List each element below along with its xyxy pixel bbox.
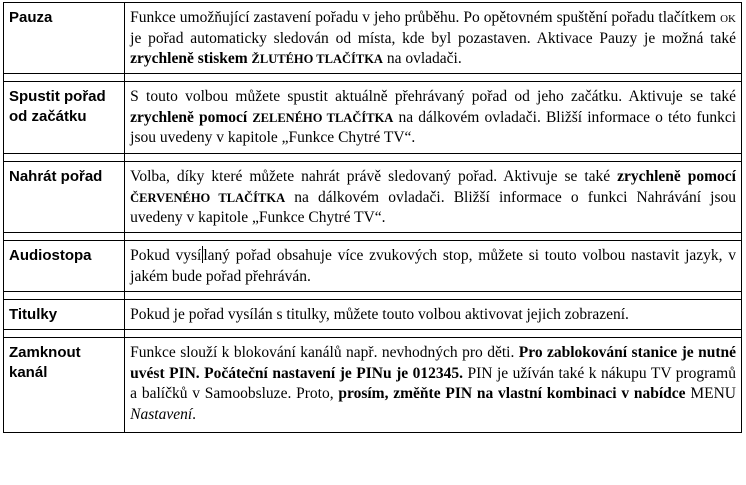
row-spacer: [4, 292, 742, 300]
description-cell: [125, 241, 742, 292]
row-spacer: [4, 330, 742, 338]
desc-bold-text: prosím, změňte PIN na vlastní kombinaci v nabídce: [338, 385, 686, 402]
table-row-zamknout-kanal: [4, 338, 742, 433]
desc-text: na ovladači.: [382, 50, 462, 67]
term-titulky: Titulky: [9, 306, 58, 323]
ok-key-label: ok: [720, 9, 736, 26]
desc-nahrat: [130, 167, 736, 229]
desc-text: Volba, díky které můžete nahrát právě sledovaný pořad. Aktivuje se také: [130, 168, 618, 185]
desc-text: Pokud je pořad vysílán s titulky, můžete touto volbou aktivovat jejich zobrazení.: [130, 306, 629, 323]
term-audiostopa: Audiostopa: [9, 247, 92, 264]
term-nahrat: Nahrát pořad: [9, 168, 103, 185]
term-cell: [4, 241, 125, 292]
term-spustit-line2: od začátku: [9, 108, 87, 125]
desc-spustit: [130, 87, 736, 149]
description-cell: [125, 338, 742, 433]
term-cell: [4, 300, 125, 330]
description-cell: [125, 82, 742, 154]
yellow-key-label: ŽLUTÉHO TLAČÍTKA: [251, 52, 383, 66]
row-spacer: [4, 233, 742, 241]
desc-bold-text: Pro zablokování stanice je nutné uvést PIN. Počáteční nastavení je PINu je 012345.: [130, 344, 736, 382]
green-key-label: ZELENÉHO TLAČÍTKA: [252, 110, 394, 125]
desc-text: .: [192, 405, 197, 423]
desc-audiostopa: [130, 246, 736, 287]
term-cell: [4, 82, 125, 154]
term-cell: [4, 3, 125, 74]
red-key-label: ČERVENÉHO TLAČÍTKA: [130, 190, 286, 205]
term-spustit-line1: Spustit pořad: [9, 88, 106, 105]
desc-text: Funkce slouží k blokování kanálů např. nevhodných pro děti.: [130, 344, 519, 361]
desc-text: S touto volbou můžete spustit aktuálně přehrávaný pořad od jeho začátku. Aktivuje se také: [130, 88, 736, 105]
description-cell: [125, 300, 742, 330]
desc-bold-text: zrychleně pomocí: [617, 168, 736, 185]
table-row-audiostopa: [4, 241, 742, 292]
description-cell: [125, 162, 742, 233]
row-spacer: [4, 154, 742, 162]
term-pauza: Pauza: [9, 9, 53, 26]
desc-text: PIN je užíván také k nákupu TV programů a balíčků v Samoobsluze. Proto,: [130, 364, 736, 402]
desc-text: na dálkovém ovladači. Bližší informace o funkci Nahrávání jsou uvedeny v kapitole „Funkce Chytré TV“.: [130, 188, 736, 226]
desc-text: Funkce umožňující zastavení pořadu v jeho průběhu. Po opětovném spuštění pořadu tlačítkem: [130, 9, 721, 26]
desc-italic-text: Nastavení: [130, 405, 193, 423]
desc-bold-text: zrychleně stiskem: [130, 50, 248, 67]
table-row-titulky: [4, 300, 742, 330]
row-spacer: [4, 74, 742, 82]
term-zamknout-line2: kanál: [9, 364, 48, 381]
desc-zamknout: [130, 343, 736, 425]
table-row-pauza: [4, 3, 742, 74]
term-cell: [4, 162, 125, 233]
desc-titulky: [130, 305, 736, 326]
desc-text: laný pořad obsahuje více zvukových stop, můžete si touto volbou nastavit jazyk, v jakém bude pořad přehráván.: [130, 247, 736, 285]
table-row-nahrat-porad: [4, 162, 742, 233]
desc-text: MENU: [685, 385, 736, 402]
desc-text: na dálkovém ovladači. Bližší informace o této funkci jsou uvedeny v kapitole „Funkce Chytré TV“.: [130, 108, 737, 146]
table-row-spustit-porad: [4, 82, 742, 154]
desc-pauza: [130, 8, 736, 70]
term-zamknout-line1: Zamknout: [9, 344, 81, 361]
desc-text: Pokud vysí: [130, 247, 202, 264]
settings-function-table: [3, 2, 742, 433]
description-cell: [125, 3, 742, 74]
term-cell: [4, 338, 125, 433]
desc-text: je pořad automaticky sledován od místa, kde byl pozastaven. Aktivace Pauzy je možná také: [130, 29, 736, 47]
desc-bold-text: zrychleně pomocí: [130, 108, 248, 126]
